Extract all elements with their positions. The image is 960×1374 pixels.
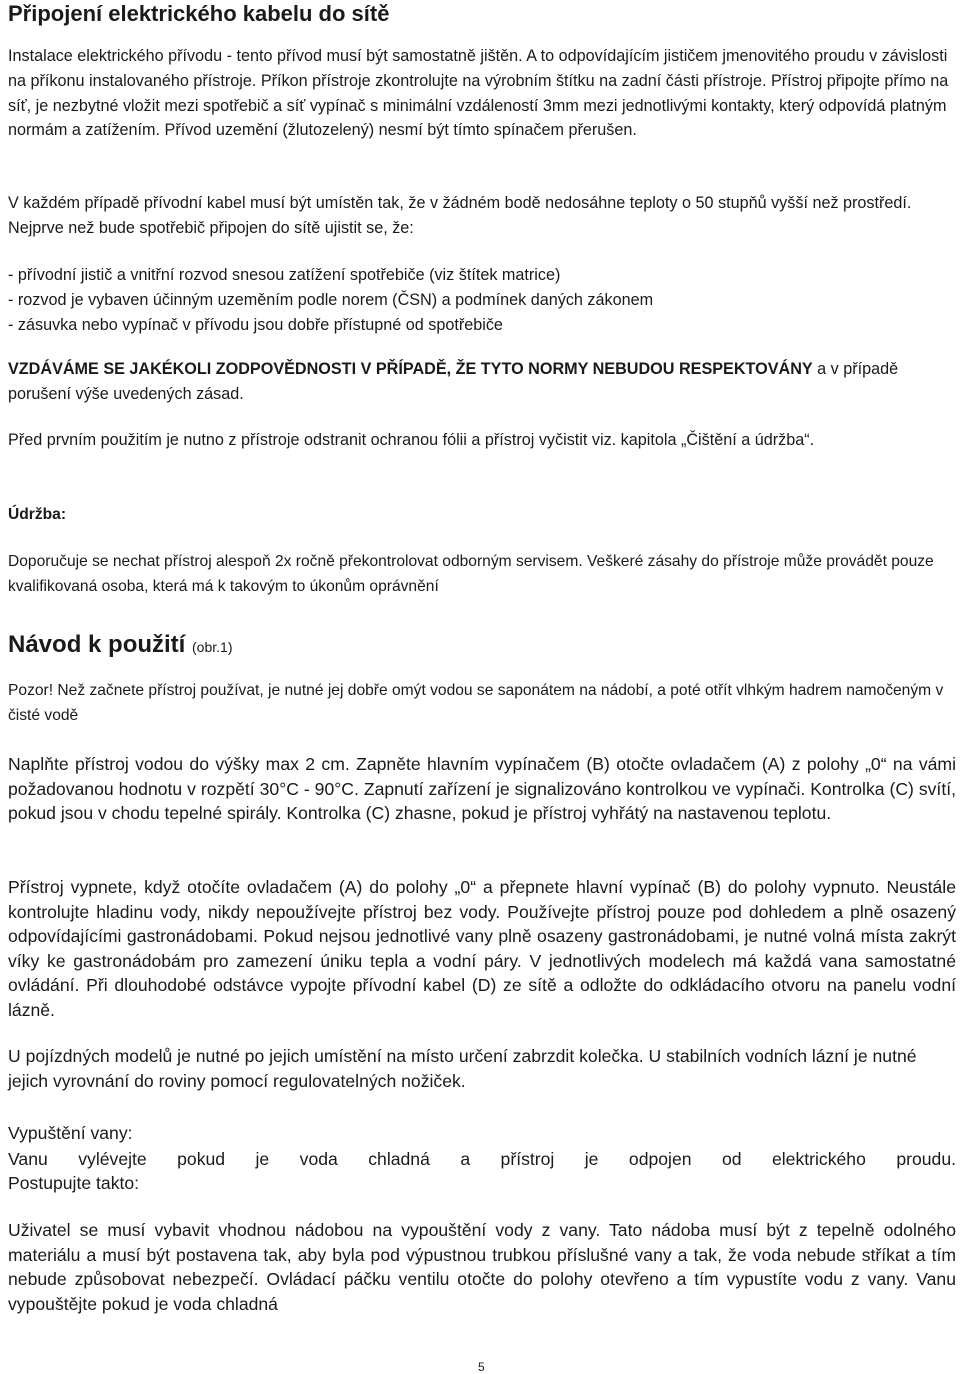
list-item: - rozvod je vybaven účinným uzeměním podle norem (ČSN) a podmínek daných zákonem xyxy=(8,290,654,309)
list-item: - zásuvka nebo vypínač v přívodu jsou dobře přístupné od spotřebiče xyxy=(8,315,503,334)
page-number: 5 xyxy=(478,1360,485,1374)
paragraph-wheels: U pojízdných modelů je nutné po jejich umístění na místo určení zabrzdit kolečka. U stabilních vodních lázní je nutné jejich vyrovnání do roviny pomocí regulovatelných nožiček. xyxy=(8,1046,917,1091)
paragraph-warning: Pozor! Než začnete přístroj používat, je nutné jej dobře omýt vodou se saponátem na nádobí, a poté otřít vlhkým hadrem namočeným v čisté vodě xyxy=(8,682,944,724)
maintenance-heading: Údržba: xyxy=(8,506,67,523)
usage-heading-figure-ref: (obr.1) xyxy=(192,639,233,655)
liability-warning-caps: VZDÁVÁME SE JAKÉKOLI ZODPOVĚDNOSTI V PŘÍPADĚ, ŽE TYTO NORMY NEBUDOU RESPEKTOVÁNY xyxy=(8,360,813,378)
document-page xyxy=(8,0,956,1374)
liability-warning xyxy=(8,357,956,407)
usage-heading-text: Návod k použití xyxy=(8,631,186,658)
drain-heading: Vypuštění vany: xyxy=(8,1123,133,1143)
paragraph-switch-off: Přístroj vypnete, když otočíte ovladačem (A) do polohy „0“ a přepnete hlavní vypínač (B) do polohy vypnuto. Neustále kontrolujte hladinu vody, nikdy nepoužívejte přístroj bez vody. Používejte přístroj pouze pod dohledem a plně osazený odpovídajícími gastronádobami. Pokud nejsou jednotlivé vany plně osazeny gastronádobami, je nutné volná místa zakrýt víky ke gastronádobám pro zamezení úniku tepla a vodní páry. V jednotlivých modelech má každá vana samostatné ovládání. Při dlouhodobé odstávce vypojte přívodní kabel (D) ze sítě a odložte do odkládacího otvoru na panelu vodní lázně. xyxy=(8,877,956,1020)
paragraph-first-use: Před prvním použitím je nutno z přístroje odstranit ochranou fólii a přístroj vyčistit viz. kapitola „Čištění a údržba“. xyxy=(8,431,815,449)
paragraph-operation: Naplňte přístroj vodou do výšky max 2 cm. Zapněte hlavním vypínačem (B) otočte ovladačem (A) z polohy „0“ na vámi požadovanou hodnotu v rozpětí 30°C - 90°C. Zapnutí zařízení je signalizováno kontrolkou ve vypínači. Kontrolka (C) svítí, pokud jsou v chodu tepelné spirály. Kontrolka (C) zhasne, pokud je přístroj vyhřátý na nastavenou teplotu. xyxy=(8,754,956,824)
liability-warning-rest: a v případě porušení výše uvedených zásad. xyxy=(8,360,899,403)
drain-line-1: Vanu vylévejte pokud je voda chladná a přístroj je odpojen od elektrického proudu. xyxy=(8,1149,956,1169)
paragraph-installation: Instalace elektrického přívodu - tento přívod musí být samostatně jištěn. A to odpovídajícím jističem jmenovitého proudu v závislosti na příkonu instalovaného přístroje. Příkon přístroje zkontrolujte na výrobním štítku na zadní části přístroje. Přístroj připojte přímo na síť, je nezbytné vložit mezi spotřebič a síť vypínač s minimální vzdáleností 3mm mezi jednotlivými kontakty, který odpovídá platným normám a zatížením. Přívod uzemění (žlutozelený) nesmí být tímto spínačem přerušen. xyxy=(8,47,949,140)
drain-line-2: Postupujte takto: xyxy=(8,1173,140,1193)
paragraph-cable-placement: V každém případě přívodní kabel musí být umístěn tak, že v žádném bodě nedosáhne teploty o 50 stupňů vyšší než prostředí. Nejprve než bude spotřebič připojen do sítě ujistit se, že: xyxy=(8,194,912,237)
checklist xyxy=(8,263,956,337)
page-title: Připojení elektrického kabelu do sítě xyxy=(8,1,390,26)
list-item: - přívodní jistič a vnitřní rozvod snesou zatížení spotřebiče (viz štítek matrice) xyxy=(8,266,561,284)
paragraph-drain-procedure: Uživatel se musí vybavit vhodnou nádobou na vypouštění vody z vany. Tato nádoba musí být z tepelně odolného materiálu a musí být postavena tak, aby byla pod výpustnou trubkou příslušné vany a tak, že voda nebude stříkat a tím nebude způsobovat nebezpečí. Ovládací páčku ventilu otočte do polohy otevřeno a tím vypustíte vodu z vany. Vanu vypouštějte pokud je voda chladná xyxy=(8,1220,956,1314)
usage-heading xyxy=(8,630,232,662)
paragraph-maintenance: Doporučuje se nechat přístroj alespoň 2x ročně překontrolovat odborným servisem. Veškeré zásahy do přístroje může provádět pouze kvalifikovaná osoba, která má k takovým to úkonům oprávnění xyxy=(8,553,934,595)
